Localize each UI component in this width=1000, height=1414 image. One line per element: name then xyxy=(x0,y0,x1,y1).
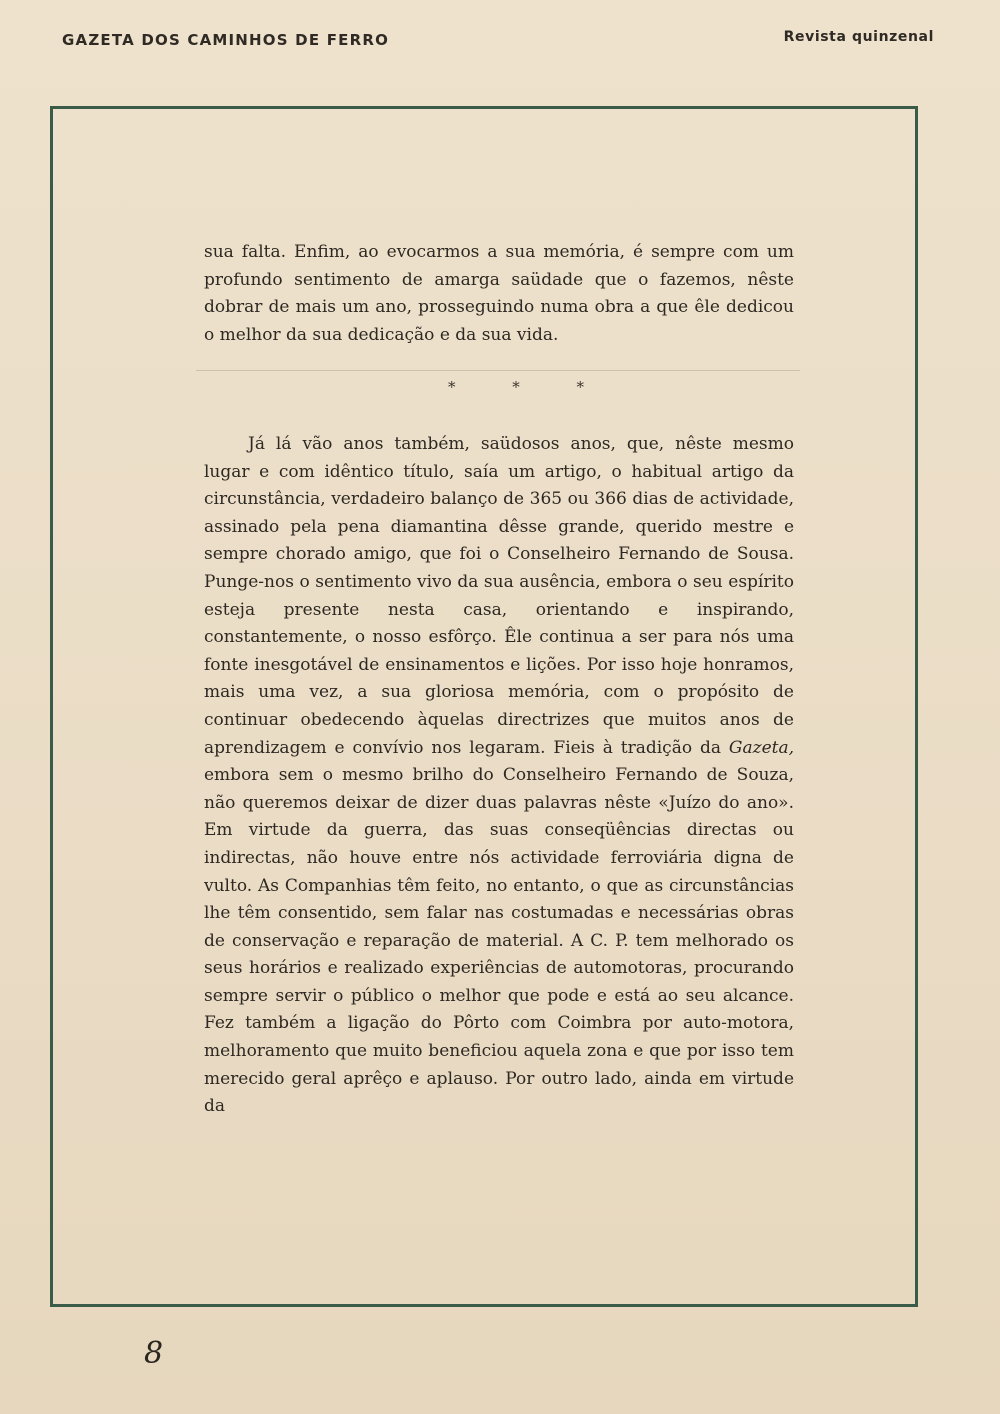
publication-name-italic: Gazeta, xyxy=(728,737,794,758)
journal-title: GAZETA DOS CAMINHOS DE FERRO xyxy=(62,31,390,49)
section-rule xyxy=(196,370,800,371)
article-body-top xyxy=(204,239,794,349)
page-number: 8 xyxy=(144,1336,164,1371)
paragraph-1: sua falta. Enfim, ao evocarmos a sua memória, é sempre com um profundo sentimento de amarga saüdade que o fazemos, nêste dobrar de mais um ano, prosseguindo numa obra a que êle dedicou o melhor da sua dedicação e da sua vida. xyxy=(204,242,794,345)
paragraph-2-part-2: embora sem o mesmo brilho do Conselheiro Fernando de Souza, não queremos deixar de dizer duas palavras nêste «Juízo do ano». Em virtude da guerra, das suas conseqüências directas ou indirectas, não houve entre nós actividade ferroviária digna de vulto. As Companhias têm feito, no entanto, o que as circunstâncias lhe têm consentido, sem falar nas costumadas e necessárias obras de conservação e reparação de material. A C. P. tem melhorado os seus horários e realizado experiências de automotoras, procurando sempre servir o público o melhor que pode e está ao seu alcance. Fez também a ligação do Pôrto com Coimbra por auto-motora, melhoramento que muito beneficiou aquela zona e que por isso tem merecido geral aprêço e aplauso. Por outro lado, ainda em virtude da xyxy=(204,765,794,1117)
article-body-main xyxy=(204,431,794,1121)
paragraph-2 xyxy=(204,431,794,1121)
paragraph-2-part-1: Já lá vão anos também, saüdosos anos, que, nêste mesmo lugar e com idêntico título, saía um artigo, o habitual artigo da circunstância, verdadeiro balanço de 365 ou 366 dias de actividade, assinado pela pena diamantina dêsse grande, querido mestre e sempre chorado amigo, que foi o Conselheiro Fernando de Sousa. Punge-nos o sentimento vivo da sua ausência, embora o seu espírito esteja presente nesta casa, orientando e inspirando, constantemente, o nosso esfôrço. Êle continua a ser para nós uma fonte inesgotável de ensinamentos e lições. Por isso hoje honramos, mais uma vez, a sua gloriosa memória, com o propósito de continuar obedecendo àquelas directrizes que muitos anos de aprendizagem e convívio nos legaram. Fieis à tradição da xyxy=(204,434,794,758)
section-separator: * * * xyxy=(448,378,611,396)
journal-subtitle: Revista quinzenal xyxy=(783,29,934,45)
